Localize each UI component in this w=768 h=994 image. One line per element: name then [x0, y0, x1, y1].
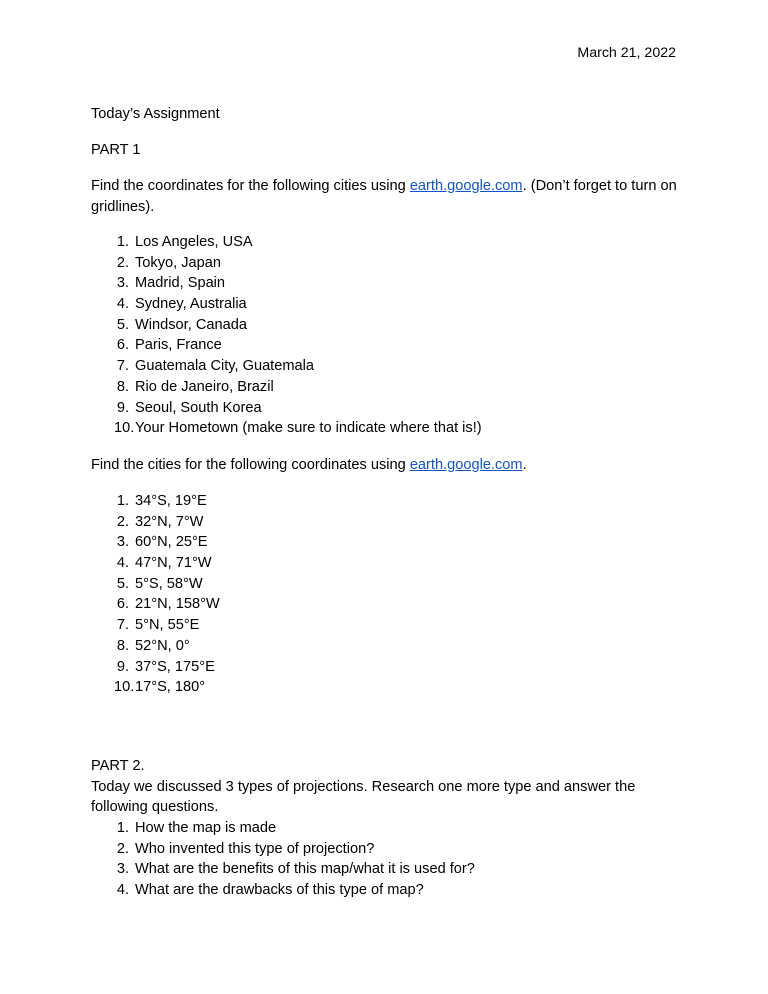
- list-item: [91, 677, 677, 698]
- list-item-text: Your Hometown (make sure to indicate where that is!): [135, 420, 482, 437]
- list-item-text: Sydney, Australia: [135, 296, 247, 313]
- cities-list: [91, 232, 677, 439]
- list-item-text: 21°N, 158°W: [135, 596, 220, 613]
- list-item-text: Rio de Janeiro, Brazil: [135, 378, 274, 395]
- list-number: 4.: [116, 555, 129, 572]
- coordinates-list-block: [91, 491, 677, 698]
- part1-instruction-block: [91, 176, 677, 217]
- list-item: [91, 232, 677, 253]
- list-item-text: 52°N, 0°: [135, 637, 190, 654]
- part1-instruction-text: Find the coordinates for the following cities using: [91, 178, 410, 194]
- list-item-text: Madrid, Spain: [135, 275, 226, 292]
- list-item-text: 17°S, 180°: [135, 679, 206, 696]
- list-item: [91, 273, 677, 294]
- part1-instruction2-block: [91, 455, 677, 476]
- list-number: 3.: [116, 534, 129, 551]
- list-item-text: 5°S, 58°W: [135, 575, 203, 592]
- list-item: [91, 859, 677, 880]
- list-item-text: 34°S, 19°E: [135, 493, 207, 509]
- list-item-text: Tokyo, Japan: [135, 254, 221, 271]
- list-item: [91, 594, 677, 615]
- list-number: 1.: [116, 820, 129, 837]
- part1-instruction2: [91, 455, 677, 476]
- list-item: [91, 818, 677, 839]
- list-item: [91, 398, 677, 419]
- list-item-text: Guatemala City, Guatemala: [135, 358, 314, 375]
- list-item-text: What are the drawbacks of this type of map?: [135, 882, 424, 899]
- list-number: 4.: [116, 882, 129, 899]
- list-item: [91, 335, 677, 356]
- list-item: [91, 574, 677, 595]
- list-item: [91, 418, 677, 439]
- list-number: 8.: [116, 637, 129, 654]
- list-number: 8.: [116, 378, 129, 395]
- list-number: 10.: [114, 679, 135, 696]
- list-number: 3.: [116, 275, 129, 292]
- part1-heading-block: [91, 140, 677, 161]
- list-item-text: 5°N, 55°E: [135, 617, 200, 634]
- earth-google-link-2[interactable]: earth.google.com: [409, 457, 523, 473]
- list-number: 2.: [116, 254, 129, 271]
- list-item-text: Los Angeles, USA: [135, 234, 253, 250]
- assignment-title-block: [91, 104, 677, 125]
- cities-list-block: [91, 232, 677, 439]
- list-item: [91, 636, 677, 657]
- part1-instruction: [91, 176, 677, 217]
- list-item-text: How the map is made: [135, 820, 277, 837]
- list-item: [91, 356, 677, 377]
- list-number: 3.: [116, 861, 129, 878]
- list-number: 10.: [114, 420, 135, 437]
- earth-google-link[interactable]: earth.google.com: [409, 178, 523, 194]
- list-item-text: 32°N, 7°W: [135, 513, 204, 530]
- list-item: [91, 377, 677, 398]
- questions-list: [91, 818, 677, 901]
- part2-block: [91, 756, 677, 901]
- part1-heading: PART 1: [91, 142, 141, 158]
- part1-instruction2-text: Find the cities for the following coordinates using: [91, 457, 410, 473]
- list-number: 1.: [116, 234, 129, 250]
- list-item: [91, 532, 677, 553]
- list-item: [91, 253, 677, 274]
- list-item: [91, 657, 677, 678]
- list-item: [91, 315, 677, 336]
- list-item: [91, 491, 677, 512]
- list-item: [91, 615, 677, 636]
- list-number: 9.: [116, 658, 129, 675]
- list-number: 2.: [116, 840, 129, 857]
- list-item: [91, 880, 677, 901]
- list-number: 7.: [116, 358, 129, 375]
- document-date: March 21, 2022: [577, 45, 676, 61]
- list-number: 5.: [116, 575, 129, 592]
- part1-instruction2-text-after: .: [522, 457, 527, 473]
- list-number: 6.: [116, 596, 129, 613]
- list-number: 9.: [116, 399, 129, 416]
- list-item-text: 37°S, 175°E: [135, 658, 215, 675]
- list-item-text: What are the benefits of this map/what it is used for?: [135, 861, 475, 878]
- list-item: [91, 294, 677, 315]
- list-number: 7.: [116, 617, 129, 634]
- list-item: [91, 512, 677, 533]
- list-item: [91, 839, 677, 860]
- list-number: 5.: [116, 316, 129, 333]
- part1-instruction-text-after: . (Don’t forget to turn on gridlines).: [91, 178, 677, 215]
- list-item-text: 60°N, 25°E: [135, 534, 208, 551]
- list-number: 1.: [116, 493, 129, 509]
- part2-heading: PART 2.: [91, 758, 145, 774]
- coordinates-list: [91, 491, 677, 698]
- list-item-text: Who invented this type of projection?: [135, 840, 375, 857]
- list-number: 6.: [116, 337, 129, 354]
- list-item-text: Seoul, South Korea: [135, 399, 262, 416]
- part2-intro: Today we discussed 3 types of projections. Research one more type and answer the following questions.: [91, 778, 636, 816]
- assignment-title: Today’s Assignment: [91, 106, 220, 122]
- list-item-text: Windsor, Canada: [135, 316, 247, 333]
- list-item-text: 47°N, 71°W: [135, 555, 212, 572]
- list-number: 4.: [116, 296, 129, 313]
- list-item-text: Paris, France: [135, 337, 222, 354]
- list-item: [91, 553, 677, 574]
- list-number: 2.: [116, 513, 129, 530]
